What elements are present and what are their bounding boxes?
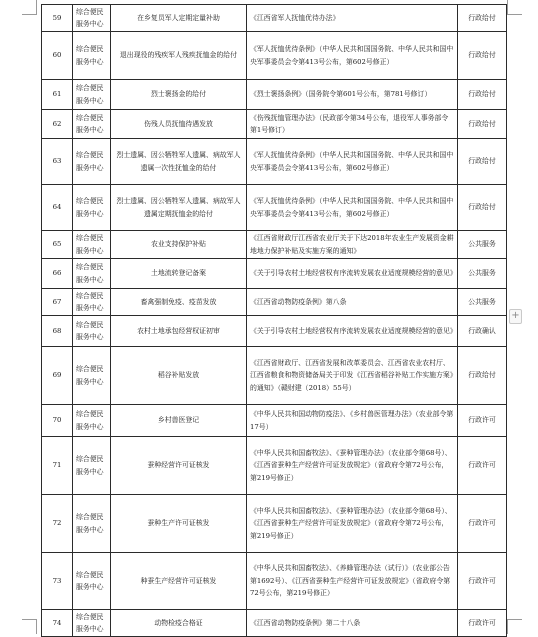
row-number: 72: [42, 495, 73, 553]
row-number: 69: [42, 347, 73, 405]
crop-mark-bottom-right: [507, 619, 522, 634]
item-type-cell: 行政许可: [458, 405, 507, 437]
item-type-cell: 公共服务: [458, 259, 507, 289]
crop-mark-top-right: [507, 0, 522, 15]
item-name-cell: 土地流转登记备案: [111, 259, 247, 289]
item-name-cell: 稻谷补贴发放: [111, 347, 247, 405]
item-name-cell: 乡村兽医登记: [111, 405, 247, 437]
item-name-cell: 蚕种生产许可证核发: [111, 495, 247, 553]
crop-mark-top-left: [22, 0, 37, 15]
item-type-cell: 行政给付: [458, 32, 507, 80]
legal-basis-cell: 《烈士褒扬条例》（国务院令第601号公布，第781号修订）: [247, 80, 458, 110]
department-cell: 综合便民服务中心: [73, 32, 111, 80]
table-row: [42, 347, 507, 405]
row-number: 60: [42, 32, 73, 80]
legal-basis-cell: 《中华人民共和国畜牧法》、《蚕种管理办法》（农业部令第68号）、《江西省蚕种生产经营许可证发放规定》（省政府令第72号公布，第219号修正）: [247, 437, 458, 495]
row-number: 66: [42, 259, 73, 289]
row-number: 65: [42, 231, 73, 259]
department-cell: 综合便民服务中心: [73, 553, 111, 610]
legal-basis-cell: 《军人抚恤优待条例》（中华人民共和国国务院、中华人民共和国中央军事委员会令第413号公布，第602号修正）: [247, 139, 458, 185]
table-row: [42, 185, 507, 231]
legal-basis-cell: 《江西省财政厅江西省农业厅关于下达2018年农业生产发展资金耕地地力保护补贴及实施方案的通知》: [247, 231, 458, 259]
row-number: 68: [42, 316, 73, 347]
legal-basis-cell: 《江西省动物防疫条例》第八条: [247, 289, 458, 316]
table-row: [42, 110, 507, 139]
legal-basis-cell: 《关于引导农村土地经营权有序流转发展农业适度规模经营的意见》: [247, 259, 458, 289]
legal-basis-cell: 《江西省军人抚恤优待办法》: [247, 5, 458, 32]
table-row: [42, 610, 507, 637]
item-name-cell: 畜禽强制免疫、疫苗发放: [111, 289, 247, 316]
crop-mark-bottom-left: [22, 619, 37, 634]
department-cell: 综合便民服务中心: [73, 437, 111, 495]
item-name-cell: 农业支持保护补贴: [111, 231, 247, 259]
row-number: 70: [42, 405, 73, 437]
department-cell: 综合便民服务中心: [73, 139, 111, 185]
item-type-cell: 行政许可: [458, 553, 507, 610]
table-row: [42, 231, 507, 259]
legal-basis-cell: 《伤残抚恤管理办法》（民政部令第34号公布，退役军人事务部令第1号修订）: [247, 110, 458, 139]
item-type-cell: 行政许可: [458, 610, 507, 637]
row-number: 67: [42, 289, 73, 316]
department-cell: 综合便民服务中心: [73, 495, 111, 553]
row-number: 74: [42, 610, 73, 637]
legal-basis-cell: 《军人抚恤优待条例》（中华人民共和国国务院、中华人民共和国中央军事委员会令第413号公布，第602号修正）: [247, 32, 458, 80]
item-type-cell: 公共服务: [458, 289, 507, 316]
item-type-cell: 行政给付: [458, 80, 507, 110]
table-row: [42, 5, 507, 32]
legal-basis-cell: 《军人抚恤优待条例》（中华人民共和国国务院、中华人民共和国中央军事委员会令第413号公布，第602号修正）: [247, 185, 458, 231]
legal-basis-cell: 《关于引导农村土地经营权有序流转发展农业适度规模经营的意见》: [247, 316, 458, 347]
item-type-cell: 行政给付: [458, 185, 507, 231]
row-number: 61: [42, 80, 73, 110]
legal-basis-cell: 《中华人民共和国畜牧法》、《蚕种管理办法》（农业部令第68号）、《江西省蚕种生产经营许可证发放规定》（省政府令第72号公布，第219号修正）: [247, 495, 458, 553]
row-number: 64: [42, 185, 73, 231]
item-type-cell: 行政给付: [458, 139, 507, 185]
item-name-cell: 动物检疫合格证: [111, 610, 247, 637]
department-cell: 综合便民服务中心: [73, 5, 111, 32]
table-row: [42, 259, 507, 289]
table-row: [42, 32, 507, 80]
row-number: 71: [42, 437, 73, 495]
item-type-cell: 公共服务: [458, 231, 507, 259]
department-cell: 综合便民服务中心: [73, 80, 111, 110]
item-name-cell: 在乡复员军人定期定量补助: [111, 5, 247, 32]
item-type-cell: 行政给付: [458, 110, 507, 139]
table-row: [42, 316, 507, 347]
item-name-cell: 烈士褒扬金的给付: [111, 80, 247, 110]
department-cell: 综合便民服务中心: [73, 405, 111, 437]
add-icon[interactable]: +: [509, 309, 522, 324]
item-name-cell: 退出现役的残疾军人残疾抚恤金的给付: [111, 32, 247, 80]
item-name-cell: 烈士遗属、因公牺牲军人遗属、病故军人遗属定期抚恤金的给付: [111, 185, 247, 231]
department-cell: 综合便民服务中心: [73, 347, 111, 405]
legal-basis-cell: 《中华人民共和国畜牧法》、《养蜂管理办法（试行）》（农业部公告第1692号）、《江西省蚕种生产经营许可证发放规定》（省政府令第72号公布，第219号修正）: [247, 553, 458, 610]
item-type-cell: 行政确认: [458, 316, 507, 347]
table-row: [42, 553, 507, 610]
item-name-cell: 烈士遗属、因公牺牲军人遗属、病故军人遗属一次性抚恤金的给付: [111, 139, 247, 185]
item-name-cell: 种蚕生产经营许可证核发: [111, 553, 247, 610]
item-name-cell: 伤残人员抚恤待遇发放: [111, 110, 247, 139]
item-type-cell: 行政许可: [458, 495, 507, 553]
table-row: [42, 405, 507, 437]
table-body: [42, 5, 507, 637]
row-number: 62: [42, 110, 73, 139]
department-cell: 综合便民服务中心: [73, 185, 111, 231]
legal-basis-cell: 《江西省财政厅、江西省发展和改革委员会、江西省农业农村厅、江西省粮食和物资储备局关于印发《江西省稻谷补贴工作实施方案》的通知》（赣财建（2018）55号）: [247, 347, 458, 405]
department-cell: 综合便民服务中心: [73, 110, 111, 139]
service-items-table: [41, 4, 507, 637]
department-cell: 综合便民服务中心: [73, 231, 111, 259]
table-row: [42, 80, 507, 110]
item-type-cell: 行政给付: [458, 5, 507, 32]
department-cell: 综合便民服务中心: [73, 289, 111, 316]
row-number: 63: [42, 139, 73, 185]
department-cell: 综合便民服务中心: [73, 259, 111, 289]
row-number: 59: [42, 5, 73, 32]
legal-basis-cell: 《江西省动物防疫条例》第二十八条: [247, 610, 458, 637]
table-row: [42, 139, 507, 185]
department-cell: 综合便民服务中心: [73, 316, 111, 347]
table-row: [42, 437, 507, 495]
table-row: [42, 289, 507, 316]
item-type-cell: 行政给付: [458, 347, 507, 405]
item-type-cell: 行政许可: [458, 437, 507, 495]
item-name-cell: 农村土地承包经营权证初审: [111, 316, 247, 347]
table-row: [42, 495, 507, 553]
row-number: 73: [42, 553, 73, 610]
department-cell: 综合便民服务中心: [73, 610, 111, 637]
legal-basis-cell: 《中华人民共和国动物防疫法》、《乡村兽医管理办法》（农业部令第17号）: [247, 405, 458, 437]
item-name-cell: 蚕种经营许可证核发: [111, 437, 247, 495]
